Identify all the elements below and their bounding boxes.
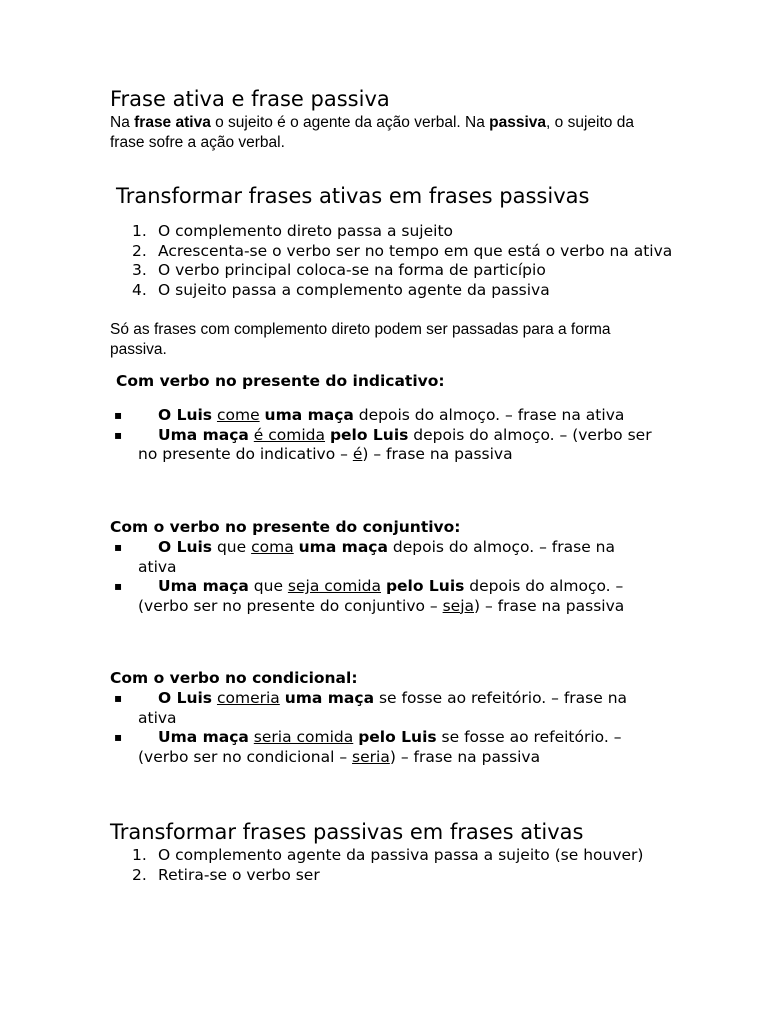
subheading-presente-conjuntivo: Com o verbo no presente do conjuntivo: bbox=[110, 518, 461, 536]
list-item: ▪ O Luis comeria uma maça se fosse ao refeitório. – frase na ativa bbox=[114, 689, 628, 727]
steps-list-active-to-passive bbox=[132, 222, 678, 300]
subheading-condicional: Com o verbo no condicional: bbox=[110, 669, 358, 687]
list-item: 2. Acrescenta-se o verbo ser no tempo em que está o verbo na ativa bbox=[132, 241, 673, 260]
subheading-presente-indicativo: Com verbo no presente do indicativo: bbox=[116, 372, 445, 390]
section-heading-passive-to-active: Transformar frases passivas em frases ativas bbox=[110, 820, 584, 844]
note-paragraph: Só as frases com complemento direto podem ser passadas para a forma passiva. bbox=[110, 321, 611, 358]
list-item: ▪ O Luis que coma uma maça depois do almoço. – frase na ativa bbox=[114, 538, 615, 576]
list-item: 3. O verbo principal coloca-se na forma de particípio bbox=[132, 261, 546, 279]
intro-paragraph: Na frase ativa o sujeito é o agente da ação verbal. Na passiva, o sujeito da frase sofre a ação verbal. bbox=[110, 114, 634, 151]
examples-presente-indicativo bbox=[114, 406, 658, 465]
page-title: Frase ativa e frase passiva bbox=[110, 87, 390, 111]
list-item: ▪ Uma maça seria comida pelo Luis se fosse ao refeitório. – (verbo ser no condicional – seria) – frase na passiva bbox=[114, 728, 622, 766]
section-heading-active-to-passive: Transformar frases ativas em frases passivas bbox=[116, 184, 590, 208]
list-item: 2. Retira-se o verbo ser bbox=[132, 865, 320, 884]
list-item: 4. O sujeito passa a complemento agente da passiva bbox=[132, 280, 550, 299]
list-item: 1. O complemento direto passa a sujeito bbox=[132, 222, 454, 240]
list-item: 1. O complemento agente da passiva passa a sujeito (se houver) bbox=[132, 846, 644, 864]
examples-condicional bbox=[114, 689, 658, 767]
examples-presente-conjuntivo bbox=[114, 538, 658, 616]
list-item: ▪ O Luis come uma maça depois do almoço. – frase na ativa bbox=[114, 406, 625, 424]
list-item: ▪ Uma maça é comida pelo Luis depois do almoço. – (verbo ser no presente do indicativo – é) – frase na passiva bbox=[114, 425, 652, 463]
list-item: ▪ Uma maça que seja comida pelo Luis depois do almoço. – (verbo ser no presente do conjuntivo – seja) – frase na passiva bbox=[114, 577, 625, 615]
steps-list-passive-to-active bbox=[132, 846, 658, 885]
